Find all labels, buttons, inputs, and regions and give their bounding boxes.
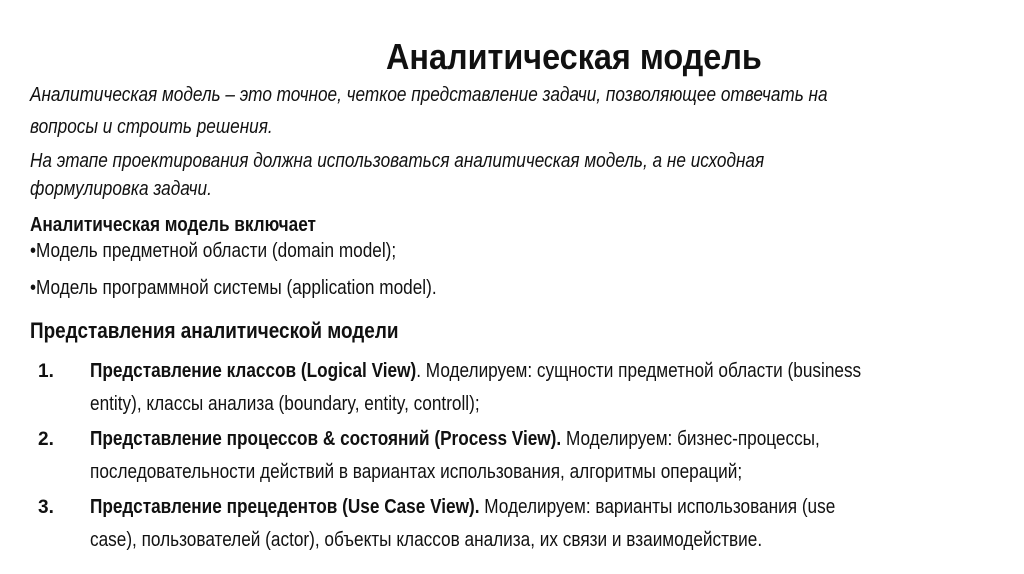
list-number: 1. (38, 361, 54, 382)
list-item (90, 428, 820, 451)
includes-heading: Аналитическая модель включает (30, 214, 316, 236)
list-item-text: Моделируем: варианты использования (use (479, 496, 836, 518)
includes-item: •Модель программной системы (application model). (30, 277, 437, 299)
intro-text: На этапе проектирования должна использоваться аналитическая модель, а не исходная (30, 150, 765, 172)
includes-item: •Модель предметной области (domain model); (30, 240, 397, 262)
list-item-text: . Моделируем: сущности предметной области (business (416, 360, 862, 382)
list-item (90, 360, 861, 383)
list-item-title: Представление классов (Logical View) (90, 360, 417, 382)
list-number: 3. (38, 497, 54, 518)
list-item-text: Моделируем: бизнес-процессы, (561, 428, 820, 450)
list-item-text: case), пользователей (actor), объекты классов анализа, их связи и взаимодействие. (90, 529, 763, 551)
intro-text: формулировка задачи. (30, 178, 212, 200)
views-heading: Представления аналитической модели (30, 318, 399, 343)
intro-text: вопросы и строить решения. (30, 116, 273, 138)
list-item-title: Представление прецедентов (Use Case View). (90, 496, 480, 518)
list-item-title: Представление процессов & состояний (Process View). (90, 428, 562, 450)
list-item-text: entity), классы анализа (boundary, entity, controll); (90, 393, 480, 415)
list-item-text: последовательности действий в вариантах использования, алгоритмы операций; (90, 461, 743, 483)
list-item (90, 496, 835, 519)
intro-text: Аналитическая модель – это точное, четкое представление задачи, позволяющее отвечать на (30, 84, 828, 106)
list-number: 2. (38, 429, 54, 450)
slide-title: Аналитическая модель (386, 36, 762, 77)
